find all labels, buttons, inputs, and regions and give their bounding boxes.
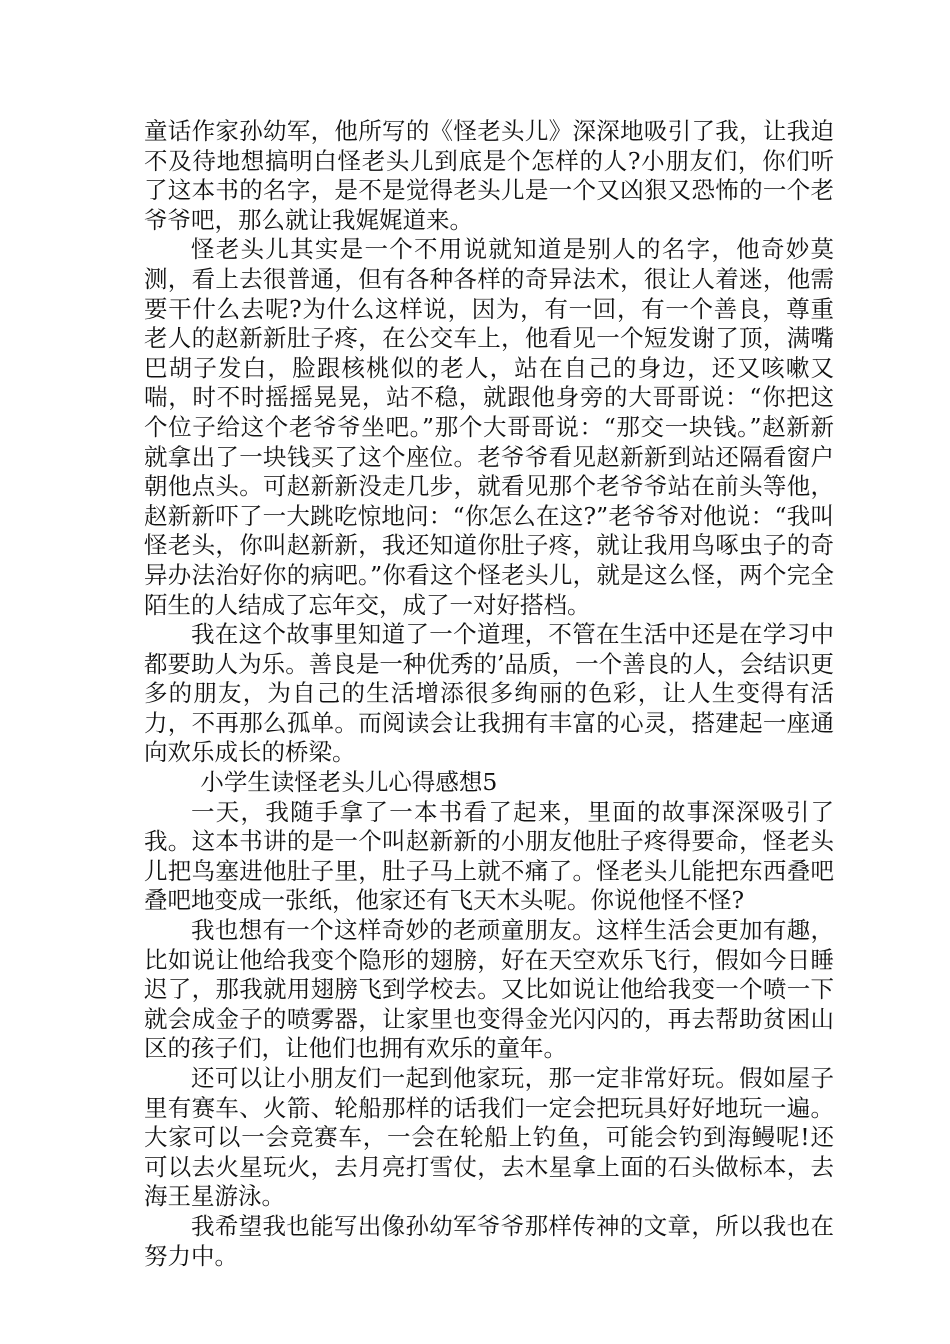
paragraph-lesson-learned: 我在这个故事里知道了一个道理，不管在生活中还是在学习中都要助人为乐。善良是一种优秀的’品质，一个善良的人，会结识更多的朋友，为自己的生活增添很多绚丽的色彩，让人生变得有活力，不再那么孤单。而阅读会让我拥有丰富的心灵，搭建起一座通向欢乐成长的桥梁。 (144, 620, 834, 767)
paragraph-wish-friend: 我也想有一个这样奇妙的老顽童朋友。这样生活会更加有趣，比如说让他给我变个隐形的翅膀，好在天空欢乐飞行，假如今日睡迟了，那我就用翅膀飞到学校去。又比如说让他给我变一个喷一下就会成金子的喷雾器，让家里也变得金光闪闪的，再去帮助贫困山区的孩子们，让他们也拥有欢乐的童年。 (144, 916, 834, 1063)
paragraph-guai-laotou-description: 怪老头儿其实是一个不用说就知道是别人的名字，他奇妙莫测，看上去很普通，但有各种各样的奇异法术，很让人着迷，他需要干什么去呢?为什么这样说，因为，有一回，有一个善良，尊重老人的赵新新肚子疼，在公交车上，他看见一个短发谢了顶，满嘴巴胡子发白，脸跟核桃似的老人，站在自己的身边，还又咳嗽又喘，时不时摇摇晃晃，站不稳，就跟他身旁的大哥哥说：“你把这个位子给这个老爷爷坐吧。”那个大哥哥说：“那交一块钱。”赵新新就拿出了一块钱买了这个座位。老爷爷看见赵新新到站还隔看窗户朝他点头。可赵新新没走几步，就看见那个老爷爷站在前头等他，赵新新吓了一大跳吃惊地问：“你怎么在这?”老爷爷对他说：“我叫怪老头，你叫赵新新，我还知道你肚子疼，就让我用鸟啄虫子的奇异办法治好你的病吧。”你看这个怪老头儿，就是这么怪，两个完全陌生的人结成了忘年交，成了一对好搭档。 (144, 235, 834, 619)
paragraph-continuation: 童话作家孙幼军，他所写的《怪老头儿》深深地吸引了我，让我迫不及待地想搞明白怪老头儿到底是个怎样的人?小朋友们，你们听了这本书的名字，是不是觉得老头儿是一个又凶狠又恐怖的一个老爷爷吧，那么就让我娓娓道来。 (144, 117, 834, 234)
paragraph-conclusion: 我希望我也能写出像孙幼军爷爷那样传神的文章，所以我也在努力中。 (144, 1211, 834, 1270)
section-heading: 小学生读怪老头儿心得感想5 (200, 768, 498, 797)
paragraph-play-together: 还可以让小朋友们一起到他家玩，那一定非常好玩。假如屋子里有赛车、火箭、轮船那样的话我们一定会把玩具好好地玩一遍。大家可以一会竞赛车，一会在轮船上钓鱼，可能会钓到海鳗呢!还可以去火星玩火，去月亮打雪仗，去木星拿上面的石头做标本，去海王星游泳。 (144, 1064, 834, 1211)
document-body (144, 117, 834, 1271)
paragraph-reading-story: 一天，我随手拿了一本书看了起来，里面的故事深深吸引了我。这本书讲的是一个叫赵新新的小朋友他肚子疼得要命，怪老头儿把鸟塞进他肚子里，肚子马上就不痛了。怪老头儿能把东西叠吧叠吧地变成一张纸，他家还有飞天木头呢。你说他怪不怪? (144, 797, 834, 915)
